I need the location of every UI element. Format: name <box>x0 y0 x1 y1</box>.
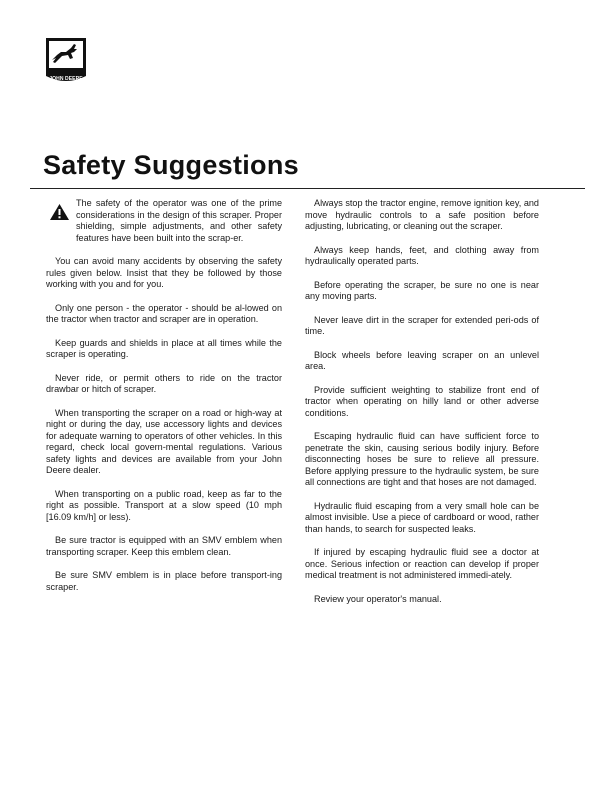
paragraph: Only one person - the operator - should be al-lowed on the tractor when tractor and scraper are in operation. <box>46 302 282 324</box>
paragraph: Never ride, or permit others to ride on the tractor drawbar or hitch of scraper. <box>46 372 282 394</box>
paragraph: Always keep hands, feet, and clothing away from hydraulically operated parts. <box>305 244 539 266</box>
paragraph: Hydraulic fluid escaping from a very small hole can be almost invisible. Use a piece of cardboard or wood, rather than hands, to search for suspected leaks. <box>305 500 539 534</box>
paragraph: Be sure SMV emblem is in place before transport-ing scraper. <box>46 570 282 592</box>
paragraph: Escaping hydraulic fluid can have sufficient force to penetrate the skin, causing serious bodily injury. Before disconnecting hoses be sure to relieve all pressure. Before applying pressure to the hydraulic system, be sure all connections are tight and that hoses are not damaged. <box>305 431 539 487</box>
paragraph: Before operating the scraper, be sure no one is near any moving parts. <box>305 279 539 301</box>
paragraph: Never leave dirt in the scraper for extended peri-ods of time. <box>305 314 539 336</box>
warning-paragraph <box>46 198 282 244</box>
left-column <box>46 198 282 593</box>
paragraph: The safety of the operator was one of the prime considerations in the design of this scraper. Proper shielding, simple adjustments, and other safety features have been built into the scrap-er. <box>76 198 282 243</box>
paragraph: Block wheels before leaving scraper on an unlevel area. <box>305 349 539 371</box>
paragraph: You can avoid many accidents by observing the safety rules given below. Insist that they be followed by those working with you and for you. <box>46 256 282 289</box>
warning-icon <box>49 203 70 221</box>
page-title: Safety Suggestions <box>43 150 299 180</box>
paragraph: Always stop the tractor engine, remove ignition key, and move hydraulic controls to a safe position before adjusting, lubricating, or cleaning out the scraper. <box>305 198 539 231</box>
paragraph: When transporting on a public road, keep as far to the right as possible. Transport at a slow speed (10 mph [16.09 km/h] or less). <box>46 488 282 522</box>
john-deere-logo <box>44 36 88 86</box>
paragraph: Provide sufficient weighting to stabilize front end of tractor when operating on hilly land or other adverse conditions. <box>305 384 539 418</box>
paragraph: Keep guards and shields in place at all times while the scraper is operating. <box>46 337 282 359</box>
paragraph: Review your operator's manual. <box>314 593 442 604</box>
title-rule <box>30 188 585 189</box>
right-column <box>305 198 539 605</box>
paragraph: When transporting the scraper on a road or high-way at night or during the day, use accessory lights and devices for adequate warning to operators of other vehicles. In this regard, check local govern-mental regulations. Various safety lights and devices are available from your John Deere dealer. <box>46 407 282 475</box>
paragraph: Be sure tractor is equipped with an SMV emblem when transporting scraper. Keep this emblem clean. <box>46 535 282 557</box>
paragraph: If injured by escaping hydraulic fluid see a doctor at once. Serious infection or reaction can develop if proper medical treatment is not administered immedi-ately. <box>305 547 539 580</box>
logo-text: JOHN DEERE <box>49 76 83 82</box>
